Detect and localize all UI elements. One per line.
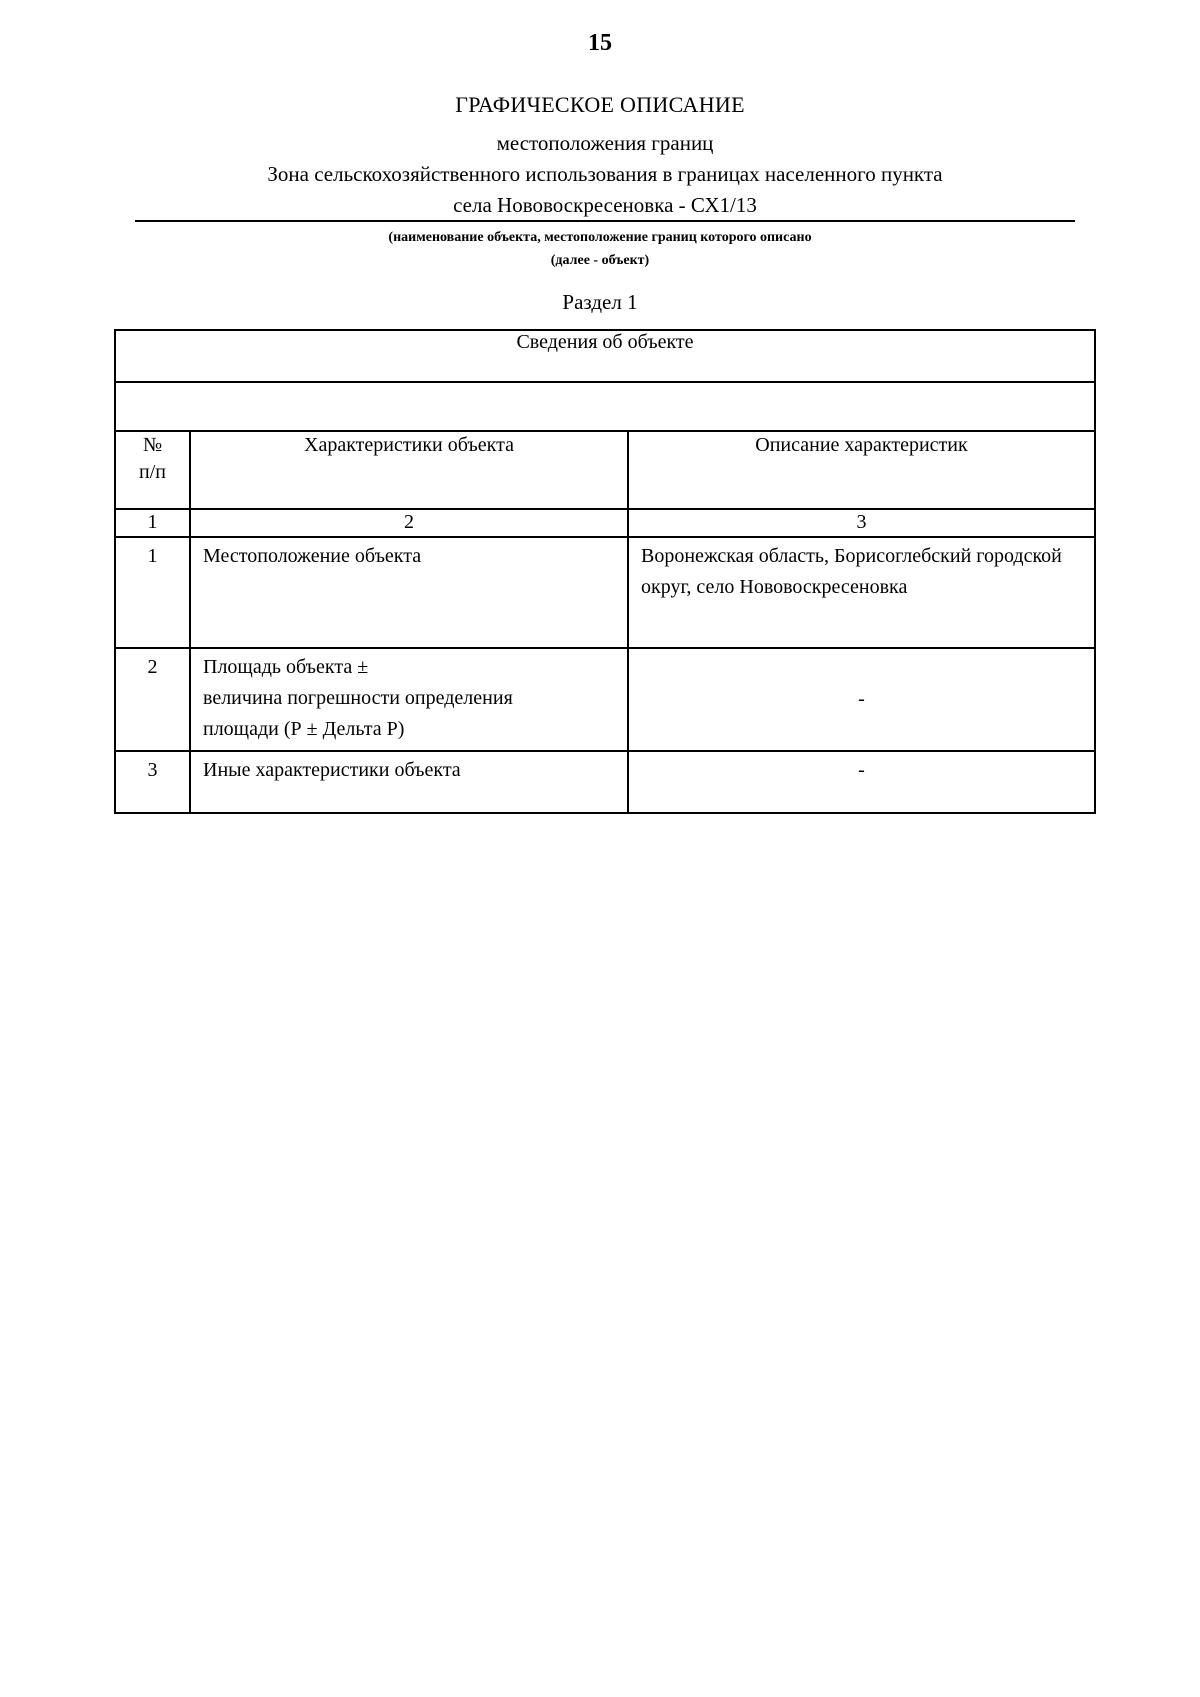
subtitle-underline: [135, 220, 1075, 222]
table-row: [115, 537, 1095, 648]
row-description: Воронежская область, Борисоглебский городской округ, село Нововоскресеновка: [628, 537, 1095, 648]
row-number: 3: [115, 751, 190, 813]
characteristic-line: величина погрешности определения: [203, 687, 513, 709]
table-empty-cell: [115, 382, 1095, 431]
row-number: 2: [115, 648, 190, 751]
row-characteristic: Иные характеристики объекта: [190, 751, 628, 813]
subtitle-line: Зона сельскохозяйственного использования в границах населенного пункта: [267, 162, 943, 186]
subtitle-line: местоположения границ: [496, 131, 714, 155]
object-caption: [0, 226, 1200, 272]
row-description: -: [628, 751, 1095, 813]
document-subtitle: [130, 128, 1080, 221]
column-number: 2: [190, 509, 628, 537]
table-header-row: [115, 330, 1095, 382]
row-characteristic: [190, 648, 628, 751]
column-headers-row: [115, 431, 1095, 509]
row-description: -: [628, 648, 1095, 751]
caption-line: (далее - объект): [550, 253, 650, 268]
table-row: [115, 648, 1095, 751]
column-numbers-row: [115, 509, 1095, 537]
document-title: ГРАФИЧЕСКОЕ ОПИСАНИЕ: [455, 92, 745, 117]
characteristic-line: Площадь объекта ±: [203, 656, 369, 678]
section-label: Раздел 1: [562, 290, 638, 314]
table-row: [115, 751, 1095, 813]
table-empty-row: [115, 382, 1095, 431]
characteristic-line: площади (Р ± Дельта Р): [203, 718, 405, 740]
caption-line: (наименование объекта, местоположение границ которого описано: [388, 230, 812, 245]
row-characteristic: Местоположение объекта: [190, 537, 628, 648]
column-number: 3: [628, 509, 1095, 537]
object-info-table: [114, 329, 1096, 814]
column-number: 1: [115, 509, 190, 537]
column-header-description: Описание характеристик: [628, 431, 1095, 509]
subtitle-line: села Нововоскресеновка - СХ1/13: [453, 193, 757, 217]
page-number: 15: [588, 30, 612, 56]
table-header: Сведения об объекте: [115, 330, 1095, 382]
row-number: 1: [115, 537, 190, 648]
column-header-num: № п/п: [115, 431, 190, 509]
column-header-characteristic: Характеристики объекта: [190, 431, 628, 509]
